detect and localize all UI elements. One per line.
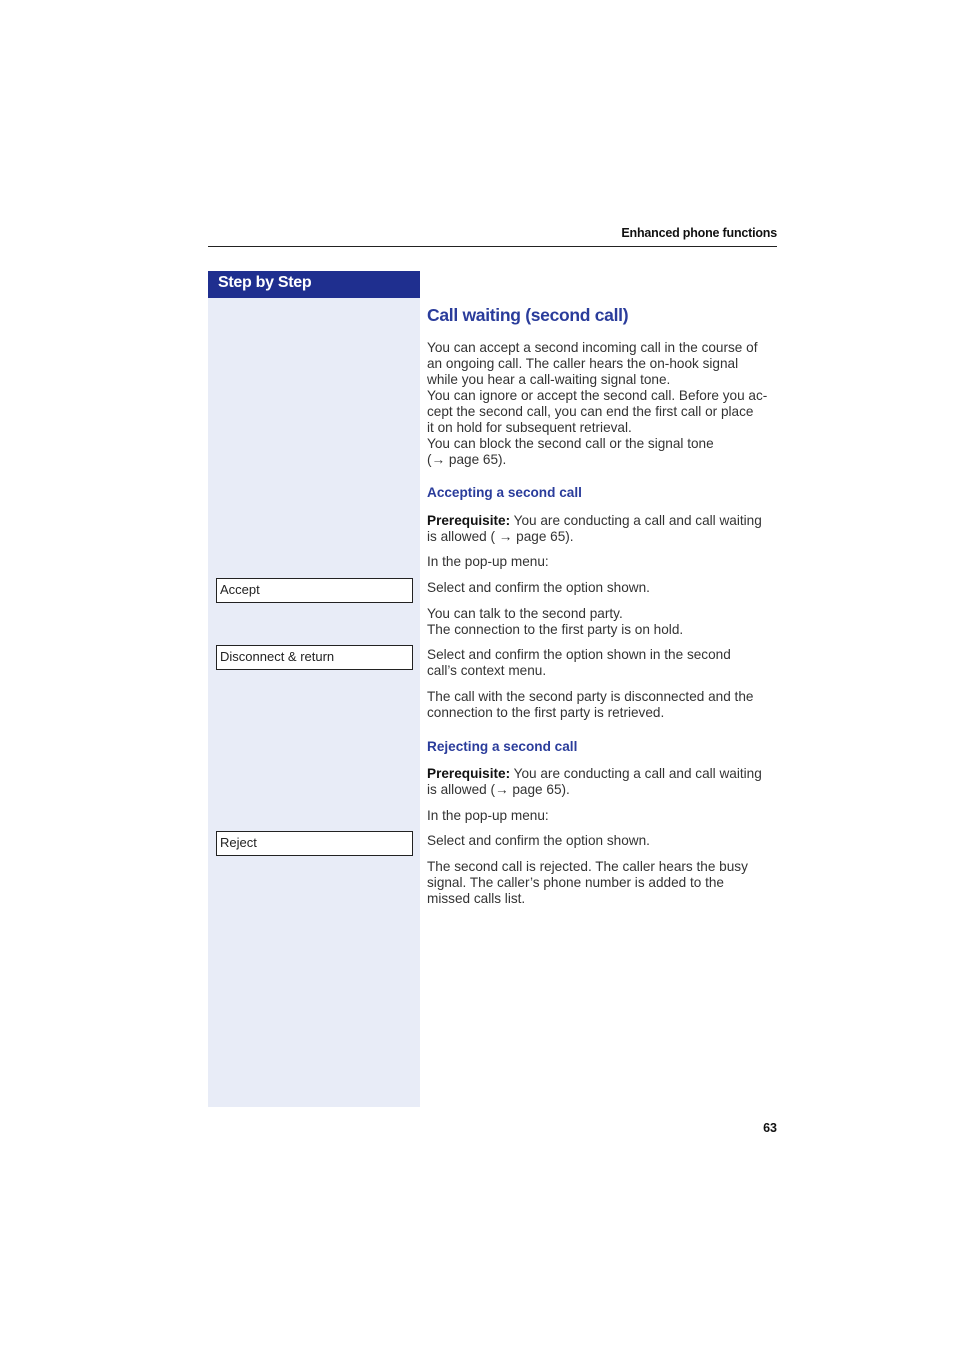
intro-line: it on hold for subsequent retrieval. <box>427 420 632 435</box>
intro-line: (→ page 65). <box>427 452 507 467</box>
accepting-select-text: Select and confirm the option shown. <box>427 580 650 595</box>
rejecting-result-text <box>427 859 779 907</box>
prerequisite-text: You are conducting a call and call waiting <box>510 766 762 781</box>
prerequisite-text: is allowed ( → page 65). <box>427 529 574 544</box>
prerequisite-label: Prerequisite: <box>427 766 511 781</box>
accepting-result-text <box>427 689 779 721</box>
section-title: Call waiting (second call) <box>427 305 629 325</box>
intro-line: You can block the second call or the signal tone <box>427 436 714 451</box>
accepting-popup-text: In the pop-up menu: <box>427 554 549 569</box>
text-line: The call with the second party is disconnected and the <box>427 689 754 704</box>
accepting-context-text <box>427 647 779 679</box>
disconnect-return-menu-option[interactable]: Disconnect & return <box>216 645 413 670</box>
text-line: You can talk to the second party. <box>427 606 623 621</box>
sidebar-title: Step by Step <box>208 271 420 298</box>
intro-line: You can accept a second incoming call in the course of <box>427 340 758 355</box>
prerequisite-text: is allowed (→ page 65). <box>427 782 570 797</box>
text-line: The second call is rejected. The caller hears the busy <box>427 859 748 874</box>
intro-line: cept the second call, you can end the first call or place <box>427 404 754 419</box>
prerequisite-text: You are conducting a call and call waiting <box>510 513 762 528</box>
text-line: Select and confirm the option shown in the second <box>427 647 731 662</box>
intro-line: an ongoing call. The caller hears the on-hook signal <box>427 356 739 371</box>
prerequisite-label: Prerequisite: <box>427 513 511 528</box>
rejecting-popup-text: In the pop-up menu: <box>427 808 549 823</box>
text-line: missed calls list. <box>427 891 526 906</box>
rejecting-subtitle: Rejecting a second call <box>427 739 578 754</box>
rejecting-prerequisite <box>427 766 779 798</box>
reject-menu-option[interactable]: Reject <box>216 831 413 856</box>
page-number: 63 <box>763 1121 777 1135</box>
text-line: call’s context menu. <box>427 663 547 678</box>
intro-paragraph <box>427 340 779 468</box>
running-header: Enhanced phone functions <box>621 226 777 240</box>
step-by-step-sidebar <box>208 271 420 1107</box>
header-rule <box>208 246 777 247</box>
text-line: connection to the first party is retrieved. <box>427 705 665 720</box>
text-line: signal. The caller’s phone number is added to the <box>427 875 724 890</box>
text-line: The connection to the first party is on hold. <box>427 622 684 637</box>
intro-line: You can ignore or accept the second call. Before you ac- <box>427 388 768 403</box>
rejecting-select-text: Select and confirm the option shown. <box>427 833 650 848</box>
accepting-prerequisite <box>427 513 779 545</box>
accept-menu-option[interactable]: Accept <box>216 578 413 603</box>
accepting-subtitle: Accepting a second call <box>427 485 582 500</box>
accepting-talk-text <box>427 606 779 638</box>
intro-line: while you hear a call-waiting signal tone. <box>427 372 671 387</box>
